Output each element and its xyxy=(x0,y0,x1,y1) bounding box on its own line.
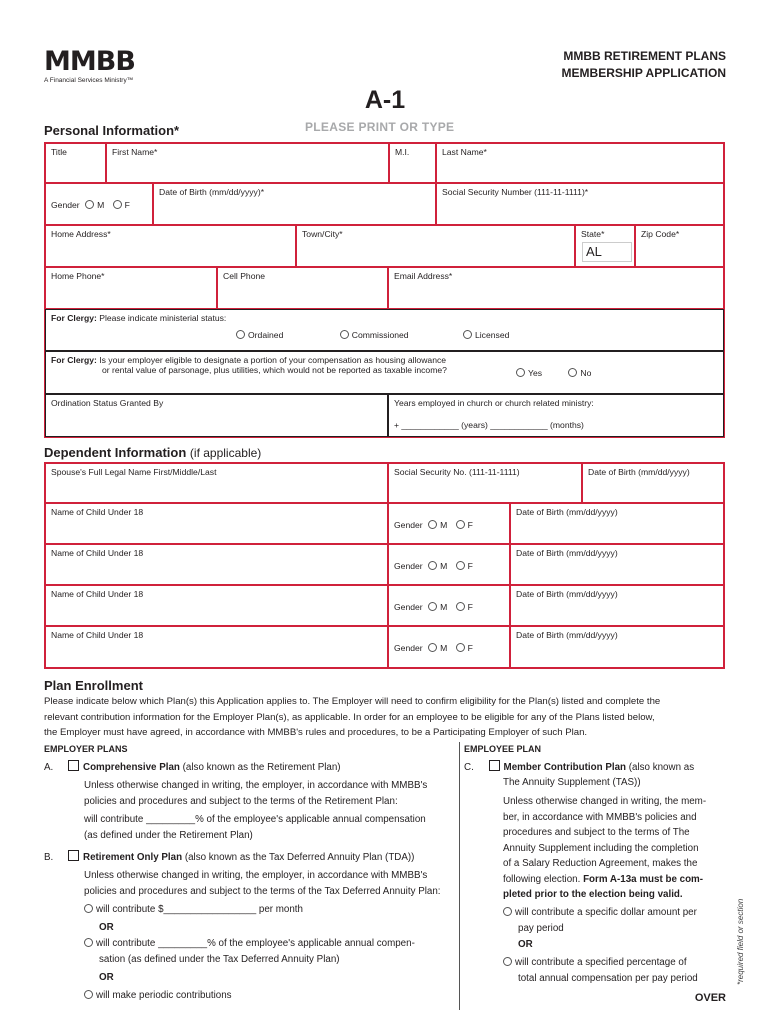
plan-c-line-2: ber, in accordance with MMBB's policies and xyxy=(503,811,697,823)
home-address-label: Home Address* xyxy=(51,229,111,239)
gender-label: Gender xyxy=(51,200,80,210)
logo-tagline: A Financial Services Ministry™ xyxy=(44,77,134,84)
ministerial-status-row xyxy=(45,309,724,351)
dob-label: Date of Birth (mm/dd/yyyy)* xyxy=(159,187,265,197)
home-address-field[interactable] xyxy=(45,225,296,267)
email-field[interactable] xyxy=(388,267,724,309)
plan-c-body xyxy=(503,794,706,903)
ordained-label: Ordained xyxy=(248,330,284,340)
personal-info-grid xyxy=(44,142,725,438)
first-name-label: First Name* xyxy=(112,147,158,157)
child-name-label: Name of Child Under 18 xyxy=(51,507,144,517)
housing-line-1: Is your employer eligible to designate a portion of your compensation as housing allowance xyxy=(99,355,447,365)
plan-c-option-2-line-1: will contribute a specified percentage of xyxy=(515,957,687,968)
last-name-label: Last Name* xyxy=(442,147,487,157)
plan-c-option-1-radio[interactable] xyxy=(503,907,512,916)
child-gender-field xyxy=(388,544,510,585)
child-name-field[interactable] xyxy=(45,503,388,544)
plan-c-line-1: Unless otherwise changed in writing, the mem- xyxy=(503,796,707,807)
plan-intro-line-1: Please indicate below which Plan(s) this Application applies to. The Employer will need to confirm eligibility for the Plan(s) listed and complete the xyxy=(44,696,661,707)
plan-enrollment-heading: Plan Enrollment xyxy=(44,678,143,693)
plan-a-line-2: policies and procedures and subject to the terms of the Retirement Plan: xyxy=(84,795,398,807)
gender-m-radio[interactable] xyxy=(85,200,94,209)
plan-a-row xyxy=(44,760,341,776)
child-name-label: Name of Child Under 18 xyxy=(51,589,144,599)
plan-c-line-7: pleted prior to the election being valid. xyxy=(503,889,683,900)
plan-c-option-2-radio[interactable] xyxy=(503,957,512,966)
housing-line-2: or rental value of parsonage, plus utilities, which would not be reported as taxable income? xyxy=(102,365,447,375)
child-row xyxy=(45,626,724,668)
child-name-field[interactable] xyxy=(45,626,388,668)
spouse-name-label: Spouse's Full Legal Name First/Middle/Last xyxy=(51,467,217,477)
housing-no-radio[interactable] xyxy=(568,368,577,377)
housing-allowance-field xyxy=(45,351,724,394)
child-row xyxy=(45,544,724,585)
address-row xyxy=(45,225,724,267)
commissioned-label: Commissioned xyxy=(351,330,409,340)
child-gender-m-label: M xyxy=(440,643,448,653)
plan-c-checkbox[interactable] xyxy=(489,760,500,771)
child-gender-f-radio[interactable] xyxy=(456,643,465,652)
plan-intro-line-2: relevant contribution information for the Employer Plan(s), as applicable. In order for an employee to be eligible for any of the Plans listed below, xyxy=(44,711,655,723)
child-name-field[interactable] xyxy=(45,585,388,626)
plan-b-title-note: (also known as the Tax Deferred Annuity Plan (TDA)) xyxy=(184,852,415,863)
licensed-radio[interactable] xyxy=(463,330,472,339)
child-row xyxy=(45,585,724,626)
child-dob-field[interactable] xyxy=(510,544,724,585)
child-gender-m-radio[interactable] xyxy=(428,602,437,611)
plan-c-line-6: following election. xyxy=(503,873,581,885)
last-name-field[interactable] xyxy=(436,143,724,183)
plan-c-option-2-line-2: total annual compensation per pay period xyxy=(518,972,698,984)
child-gender-m-radio[interactable] xyxy=(428,520,437,529)
home-phone-field[interactable] xyxy=(45,267,217,309)
phone-row xyxy=(45,267,724,309)
plan-column-divider xyxy=(459,742,460,1010)
plan-b-option-3-radio[interactable] xyxy=(84,990,93,999)
child-dob-field[interactable] xyxy=(510,585,724,626)
child-name-field[interactable] xyxy=(45,544,388,585)
plan-a-title-note: (also known as the Retirement Plan) xyxy=(182,762,341,773)
dob-field[interactable] xyxy=(153,183,436,225)
ministerial-status-field xyxy=(45,309,724,351)
child-gender-field xyxy=(388,626,510,668)
plan-b-option-3 xyxy=(84,988,232,1004)
child-dob-label: Date of Birth (mm/dd/yyyy) xyxy=(516,507,618,517)
ordination-label: Ordination Status Granted By xyxy=(51,398,164,408)
plan-c-letter: C. xyxy=(464,762,474,773)
spouse-dob-label: Date of Birth (mm/dd/yyyy) xyxy=(588,467,690,477)
plan-b-option-1-radio[interactable] xyxy=(84,904,93,913)
plan-intro xyxy=(44,694,734,741)
ordained-radio[interactable] xyxy=(236,330,245,339)
employer-plans-heading: EMPLOYER PLANS xyxy=(44,744,128,754)
spouse-row xyxy=(45,463,724,503)
employee-plan-heading: EMPLOYEE PLAN xyxy=(464,744,542,754)
dependent-info-grid xyxy=(44,462,725,669)
child-gender-f-radio[interactable] xyxy=(456,520,465,529)
child-dob-label: Date of Birth (mm/dd/yyyy) xyxy=(516,548,618,558)
plan-c-option-2 xyxy=(503,955,698,986)
gender-f-radio[interactable] xyxy=(113,200,122,209)
plan-a-checkbox[interactable] xyxy=(68,760,79,771)
plan-c-line-6-bold: Form A-13a must be com- xyxy=(583,873,704,885)
form-id: A-1 xyxy=(364,86,406,114)
plan-c-option-1-line-1: will contribute a specific dollar amount per xyxy=(515,907,697,918)
zip-field[interactable] xyxy=(635,225,724,267)
logo-mark: MMBB xyxy=(44,46,135,77)
plan-b-option-2-radio[interactable] xyxy=(84,938,93,947)
plan-a-body xyxy=(84,778,427,843)
plan-c-option-1 xyxy=(503,905,697,936)
child-gender-m-label: M xyxy=(440,561,448,571)
gender-dob-row xyxy=(45,183,724,225)
plan-b-line-2: policies and procedures and subject to the terms of the Tax Deferred Annuity Plan: xyxy=(84,885,441,897)
print-note: PLEASE PRINT OR TYPE xyxy=(305,120,455,134)
email-label: Email Address* xyxy=(394,271,453,281)
plan-c-line-5: of a Salary Reduction Agreement, makes the xyxy=(503,858,698,869)
child-gender-f-label: F xyxy=(467,602,473,612)
ordination-field[interactable] xyxy=(45,394,388,437)
housing-yes-label: Yes xyxy=(528,368,543,378)
years-months-line: + ____________ (years) ____________ (months) xyxy=(394,420,584,430)
gender-f-label: F xyxy=(124,200,130,210)
plan-b-option-1 xyxy=(84,902,303,918)
title-line-1: MMBB RETIREMENT PLANS xyxy=(563,49,726,63)
child-gender-label: Gender xyxy=(394,643,423,653)
plan-a-line-3: will contribute _________% of the employee's applicable annual compensation xyxy=(84,814,426,825)
plan-b-title: Retirement Only Plan xyxy=(83,852,183,863)
plan-b-row xyxy=(44,850,414,866)
plan-b-or-1: OR xyxy=(99,922,114,933)
child-dob-field[interactable] xyxy=(510,503,724,544)
plan-b-or-2: OR xyxy=(99,972,114,983)
plan-b-body xyxy=(84,868,441,899)
clergy-status-bold: For Clergy: xyxy=(51,313,97,323)
child-gender-m-radio[interactable] xyxy=(428,561,437,570)
plan-c-title-note-2: The Annuity Supplement (TAS)) xyxy=(503,777,641,788)
child-gender-field xyxy=(388,503,510,544)
plan-a-title: Comprehensive Plan xyxy=(83,762,180,773)
plan-b-option-2-line-2: sation (as defined under the Tax Deferred Annuity Plan) xyxy=(99,953,340,965)
plan-b-checkbox[interactable] xyxy=(68,850,79,861)
child-row xyxy=(45,503,724,544)
ordination-row xyxy=(45,394,724,437)
commissioned-radio[interactable] xyxy=(340,330,349,339)
mmbb-logo xyxy=(44,48,135,84)
state-field[interactable] xyxy=(575,225,635,267)
housing-no-label: No xyxy=(580,368,592,378)
over-label: OVER xyxy=(694,992,726,1004)
town-label: Town/City* xyxy=(302,229,343,239)
plan-c-title: Member Contribution Plan xyxy=(503,762,627,773)
child-gender-f-radio[interactable] xyxy=(456,602,465,611)
document-title xyxy=(562,48,726,82)
mi-field[interactable] xyxy=(389,143,436,183)
gender-field xyxy=(45,183,153,225)
plan-b-line-1: Unless otherwise changed in writing, the employer, in accordance with MMBB's xyxy=(84,870,428,881)
child-gender-f-radio[interactable] xyxy=(456,561,465,570)
ssn-label: Social Security Number (111-11-1111)* xyxy=(442,187,589,197)
plan-b-option-2 xyxy=(84,936,415,967)
child-name-label: Name of Child Under 18 xyxy=(51,548,144,558)
title-field[interactable] xyxy=(45,143,106,183)
clergy-housing-bold: For Clergy: xyxy=(51,355,97,365)
child-gender-m-label: M xyxy=(440,602,448,612)
child-dob-field[interactable] xyxy=(510,626,724,668)
child-gender-f-label: F xyxy=(467,520,473,530)
name-row xyxy=(45,143,724,183)
plan-b-option-1-label: will contribute $_________________ per month xyxy=(96,904,303,915)
child-gender-label: Gender xyxy=(394,520,423,530)
plan-a-line-1: Unless otherwise changed in writing, the employer, in accordance with MMBB's xyxy=(84,780,428,791)
title-line-2: MEMBERSHIP APPLICATION xyxy=(561,66,726,80)
spouse-ssn-label: Social Security No. (111-11-1111) xyxy=(394,467,520,477)
child-gender-m-radio[interactable] xyxy=(428,643,437,652)
years-employed-label: Years employed in church or church related ministry: xyxy=(394,398,594,408)
plan-c-option-1-line-2: pay period xyxy=(518,922,564,934)
child-gender-field xyxy=(388,585,510,626)
spouse-name-field[interactable] xyxy=(45,463,388,503)
plan-intro-line-3: the Employer must have agreed, in accordance with MMBB's rules and procedures, to be a Participating Employer of such Plan. xyxy=(44,727,588,738)
plan-c-line-3: procedures and subject to the terms of The xyxy=(503,827,690,838)
child-name-label: Name of Child Under 18 xyxy=(51,630,144,640)
years-employed-field[interactable] xyxy=(388,394,724,437)
plan-c-or: OR xyxy=(518,939,533,950)
plan-c-title-note: (also known as xyxy=(628,762,695,773)
dependent-heading-text: Dependent Information xyxy=(44,445,187,460)
clergy-status-text: Please indicate ministerial status: xyxy=(99,313,227,323)
home-phone-label: Home Phone* xyxy=(51,271,105,281)
cell-phone-label: Cell Phone xyxy=(223,271,266,281)
child-dob-label: Date of Birth (mm/dd/yyyy) xyxy=(516,589,618,599)
licensed-label: Licensed xyxy=(474,330,510,340)
child-dob-label: Date of Birth (mm/dd/yyyy) xyxy=(516,630,618,640)
plan-b-option-2-line-1: will contribute _________% of the employee's applicable annual compen- xyxy=(96,938,415,949)
state-value[interactable]: AL xyxy=(582,242,632,262)
housing-yes-radio[interactable] xyxy=(516,368,525,377)
first-name-field[interactable] xyxy=(106,143,389,183)
child-gender-f-label: F xyxy=(467,561,473,571)
plan-a-letter: A. xyxy=(44,762,54,773)
cell-phone-field[interactable] xyxy=(217,267,388,309)
child-gender-f-label: F xyxy=(467,643,473,653)
plan-c-line-4: Annuity Supplement including the completion xyxy=(503,842,699,854)
plan-a-line-4: (as defined under the Retirement Plan) xyxy=(84,829,253,841)
plan-b-option-3-label: will make periodic contributions xyxy=(96,990,232,1001)
town-field[interactable] xyxy=(296,225,575,267)
ssn-field[interactable] xyxy=(436,183,724,225)
dependent-heading-note: (if applicable) xyxy=(189,446,262,460)
plan-c-row xyxy=(464,760,694,776)
mi-label: M.I. xyxy=(395,147,410,157)
title-label: Title xyxy=(51,147,67,157)
gender-m-label: M xyxy=(97,200,105,210)
spouse-ssn-field[interactable] xyxy=(388,463,582,503)
zip-label: Zip Code* xyxy=(641,229,680,239)
child-gender-label: Gender xyxy=(394,561,423,571)
child-gender-label: Gender xyxy=(394,602,423,612)
plan-b-letter: B. xyxy=(44,852,54,863)
required-field-note: *required field or section xyxy=(736,898,745,985)
personal-info-heading: Personal Information* xyxy=(44,123,180,138)
child-gender-m-label: M xyxy=(440,520,448,530)
state-label: State* xyxy=(581,229,605,239)
housing-row xyxy=(45,351,724,394)
dependent-info-heading xyxy=(44,445,261,460)
spouse-dob-field[interactable] xyxy=(582,463,724,503)
